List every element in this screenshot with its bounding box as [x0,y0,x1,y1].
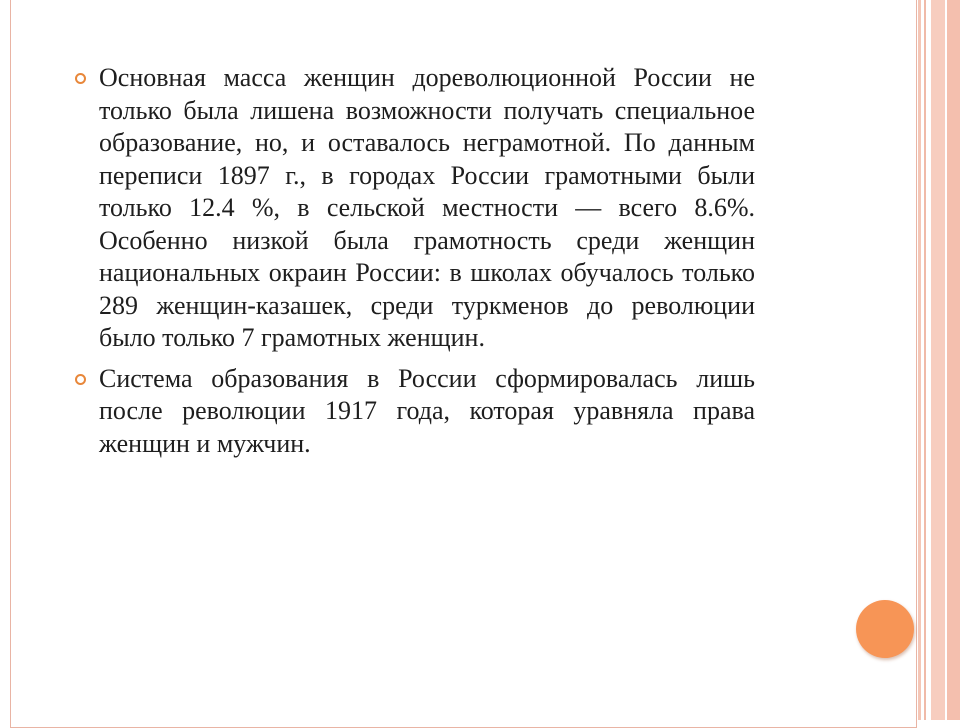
bullet-item [75,363,755,461]
bullet-text: Система образования в России сформировалась лишь после революции 1917 года, которая уравняла права женщин и мужчин. [99,363,755,458]
ring-bullet-icon [75,374,86,385]
decorative-orange-circle [856,600,914,658]
bullet-text: Основная масса женщин дореволюционной России не только была лишена возможности получать специальное образование, но, и оставалось неграмотной. По данным переписи 1897 г., в городах России грамотными были только 12.4 %, в сельской местности — всего 8.6%. Особенно низкой была грамотность среди женщин национальных окраин России: в школах обучалось только 289 женщин-казашек, среди туркменов до революции было только 7 грамотных женщин. [99,63,755,352]
decorative-side-stripes [918,0,960,720]
side-stripe [931,0,945,720]
side-stripe [918,0,921,720]
side-stripe [947,0,960,720]
bullet-item [75,62,755,355]
ring-bullet-icon [75,73,86,84]
slide-body [75,62,755,468]
side-stripe [924,0,926,720]
